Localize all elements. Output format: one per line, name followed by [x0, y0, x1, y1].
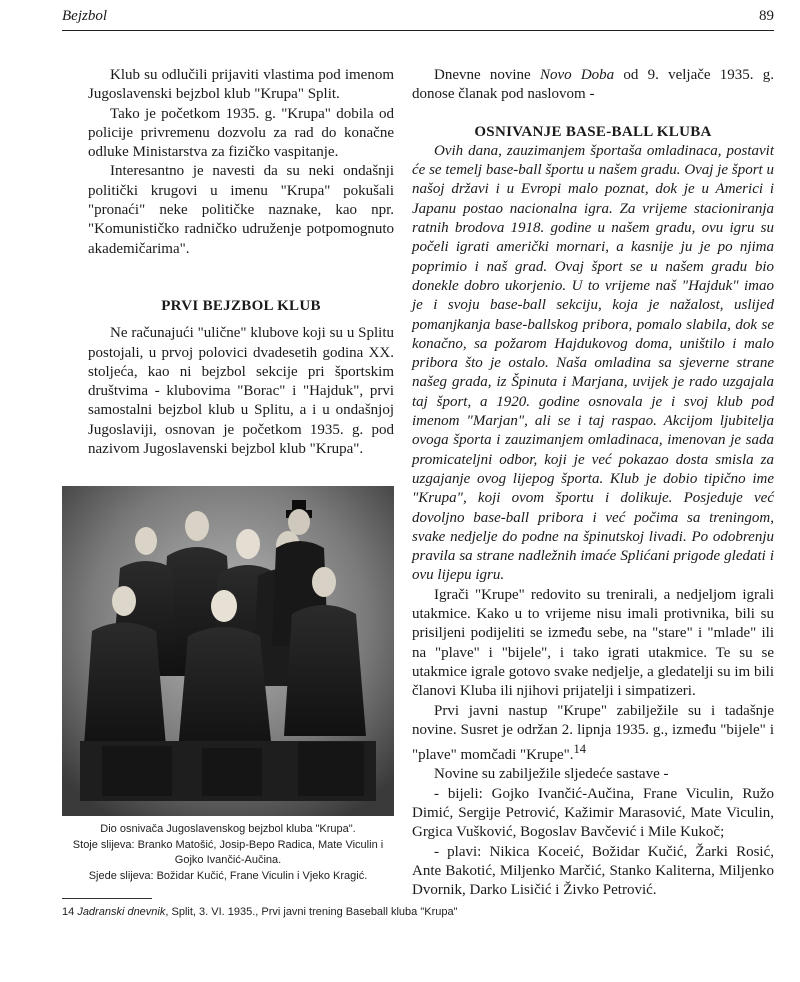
newspaper-title: Novo Doba	[539, 67, 615, 83]
paragraph: Novine su zabilježile sljedeće sastave -	[434, 766, 669, 783]
caption-line: Stoje slijeva: Branko Matošić, Josip-Bepo Radica, Mate Viculin i	[72, 838, 384, 851]
intro-paragraph	[412, 66, 774, 105]
running-head: Bejzbol	[62, 8, 107, 24]
group-photo-image	[62, 486, 394, 816]
photo-caption	[62, 822, 394, 884]
paragraph: Tako je početkom 1935. g. "Krupa" dobila od policije privremenu dozvolu za rad do konačne odluke Ministarstva za fizičko vaspitanje.	[88, 105, 394, 161]
paragraph: Interesantno je navesti da su neki ondašnji politički krugovi u imenu "Krupa" pokušali "pronaći" neke političke naznake, kao npr. "Komunističko radničko udruženje potpomognuto akademičarima".	[88, 163, 394, 257]
paragraph: Igrači "Krupe" redovito su trenirali, a nedjeljom igrali utakmice. Kako u to vrijeme nisu imali protivnika, bili su prisiljeni podijeliti se između sebe, na "stare" i "mlade" ili na "plave" i "bijele", i tako igrati utakmice. Te su se utakmice igrale gotovo svake nedjelje, a gledatelji su im bili članovi Kluba ili njihovi prijatelji i simpatizeri.	[412, 586, 774, 700]
intro-before: Dnevne novine	[434, 67, 540, 83]
right-column	[412, 66, 774, 900]
paragraph: Klub su odlučili prijaviti vlastima pod imenom Jugoslavenski bejzbol klub "Krupa" Split.	[88, 67, 394, 103]
lineup-blue: - plavi: Nikica Koceić, Božidar Kučić, Žarki Rosić, Ante Bakotić, Miljenko Marčić, Stanko Kaliterna, Miljenko Dvornik, Darko Lisičić i Živko Petrović.	[412, 843, 774, 899]
footnote-rule	[62, 898, 152, 899]
caption-line: Dio osnivača Jugoslavenskog bejzbol kluba "Krupa".	[100, 823, 356, 835]
group-photo	[62, 486, 394, 816]
caption-line: Gojko Ivančić-Aučina.	[174, 854, 282, 866]
paragraph: Ne računajući "ulične" klubove koji su u Splitu postojali, u prvoj polovici dvadesetih godina XX. stoljeća, kao ni bejzbol sekcije pri športskim društvima - klubovima "Borac" i "Hajduk", prvi samostalni bejzbol klub u Splitu, a i u ondašnjoj Jugoslaviji, osnovan je početkom 1935. g. pod nazivom Jugoslavenski bejzbol klub "Krupa".	[88, 325, 394, 458]
footnote-rest: , Split, 3. VI. 1935., Prvi javni trening Baseball kluba "Krupa"	[165, 906, 458, 918]
footnote-ref: 14	[573, 742, 587, 757]
lineup-white: - bijeli: Gojko Ivančić-Aučina, Frane Viculin, Ružo Dimić, Sergije Petrović, Kažimir Marasović, Mate Viculin, Grgica Vušković, Bogoslav Bavčević i Mile Kukoč;	[412, 785, 774, 841]
article-title: OSNIVANJE BASE-BALL KLUBA	[474, 123, 712, 140]
footnote	[62, 906, 774, 918]
footnote-source: Jadranski dnevnik	[77, 906, 166, 918]
first-match-text: Prvi javni nastup "Krupe" zabilježile su i tadašnje novine. Susret je održan 2. lipnja 1935. g., između "bijele" i "plave" momčadi "Krupe".	[412, 702, 774, 764]
paragraph	[412, 702, 774, 766]
page-header	[62, 6, 774, 31]
intro-after: od 9. veljače 1935. g. donose članak pod naslovom -	[412, 67, 775, 103]
caption-line: Sjede slijeva: Božidar Kučić, Frane Viculin i Vjeko Kragić.	[88, 869, 368, 882]
left-column	[88, 66, 394, 459]
footnote-number: 14	[62, 906, 75, 918]
section-title: PRVI BEJZBOL KLUB	[161, 297, 321, 314]
article-text: Ovih dana, zauzimanjem športaša omladinaca, postavit će se temelj base-ball športu u našem gradu. Ovaj je šport u našoj državi i u Evropi malo poznat, dok je u Americi i Japanu postao nacionalna igra. Za vrijeme stacioniranja ratnih brodova 1918. godine u našem gradu, ovu igru su počeli igrati američki mornari, a kasnije ju je po njima poprimio i naš grad. Ovaj šport se u našem gradu bio donekle dobro ukorjenio. U to vrijeme naš "Hajduk" imao je i svoju base-ball sekciju, koja je nažalost, uslijed pomanjkanja base-ballskog pribora, pomalo slabila, dok se konačno, sa požarom Hajdukovog doma, uništilo i malo pribora što je ostalo. Naša omladina sa sjeverne strane našeg grada, iz Špinuta i Marjana, uvijek je rado uzgajala taj šport, a 1920. godine osnovala je i svoj klub pod imenom "Marjan", ali se i taj raspao. Akcijom ljubitelja ovoga športa i zauzimanjem omladinaca, imenovan je sada promicateljni odbor, koji je već pokazao dosta smisla za uzgajanje ovog lijepog športa. Klub je dobio tipično ime "Krupa", koji ovom športu i dolikuje. Posjeduje već dovoljno base-ball pribora i već počima sa treningom, svake nedjelje do podne na špinutskoj livadi. Po odobrenju pravila sa strane nadležnih imaće Splićani prigode gledati i ovu lijepu igru.	[412, 142, 774, 584]
page-number: 89	[759, 8, 774, 24]
quoted-article	[412, 142, 774, 586]
